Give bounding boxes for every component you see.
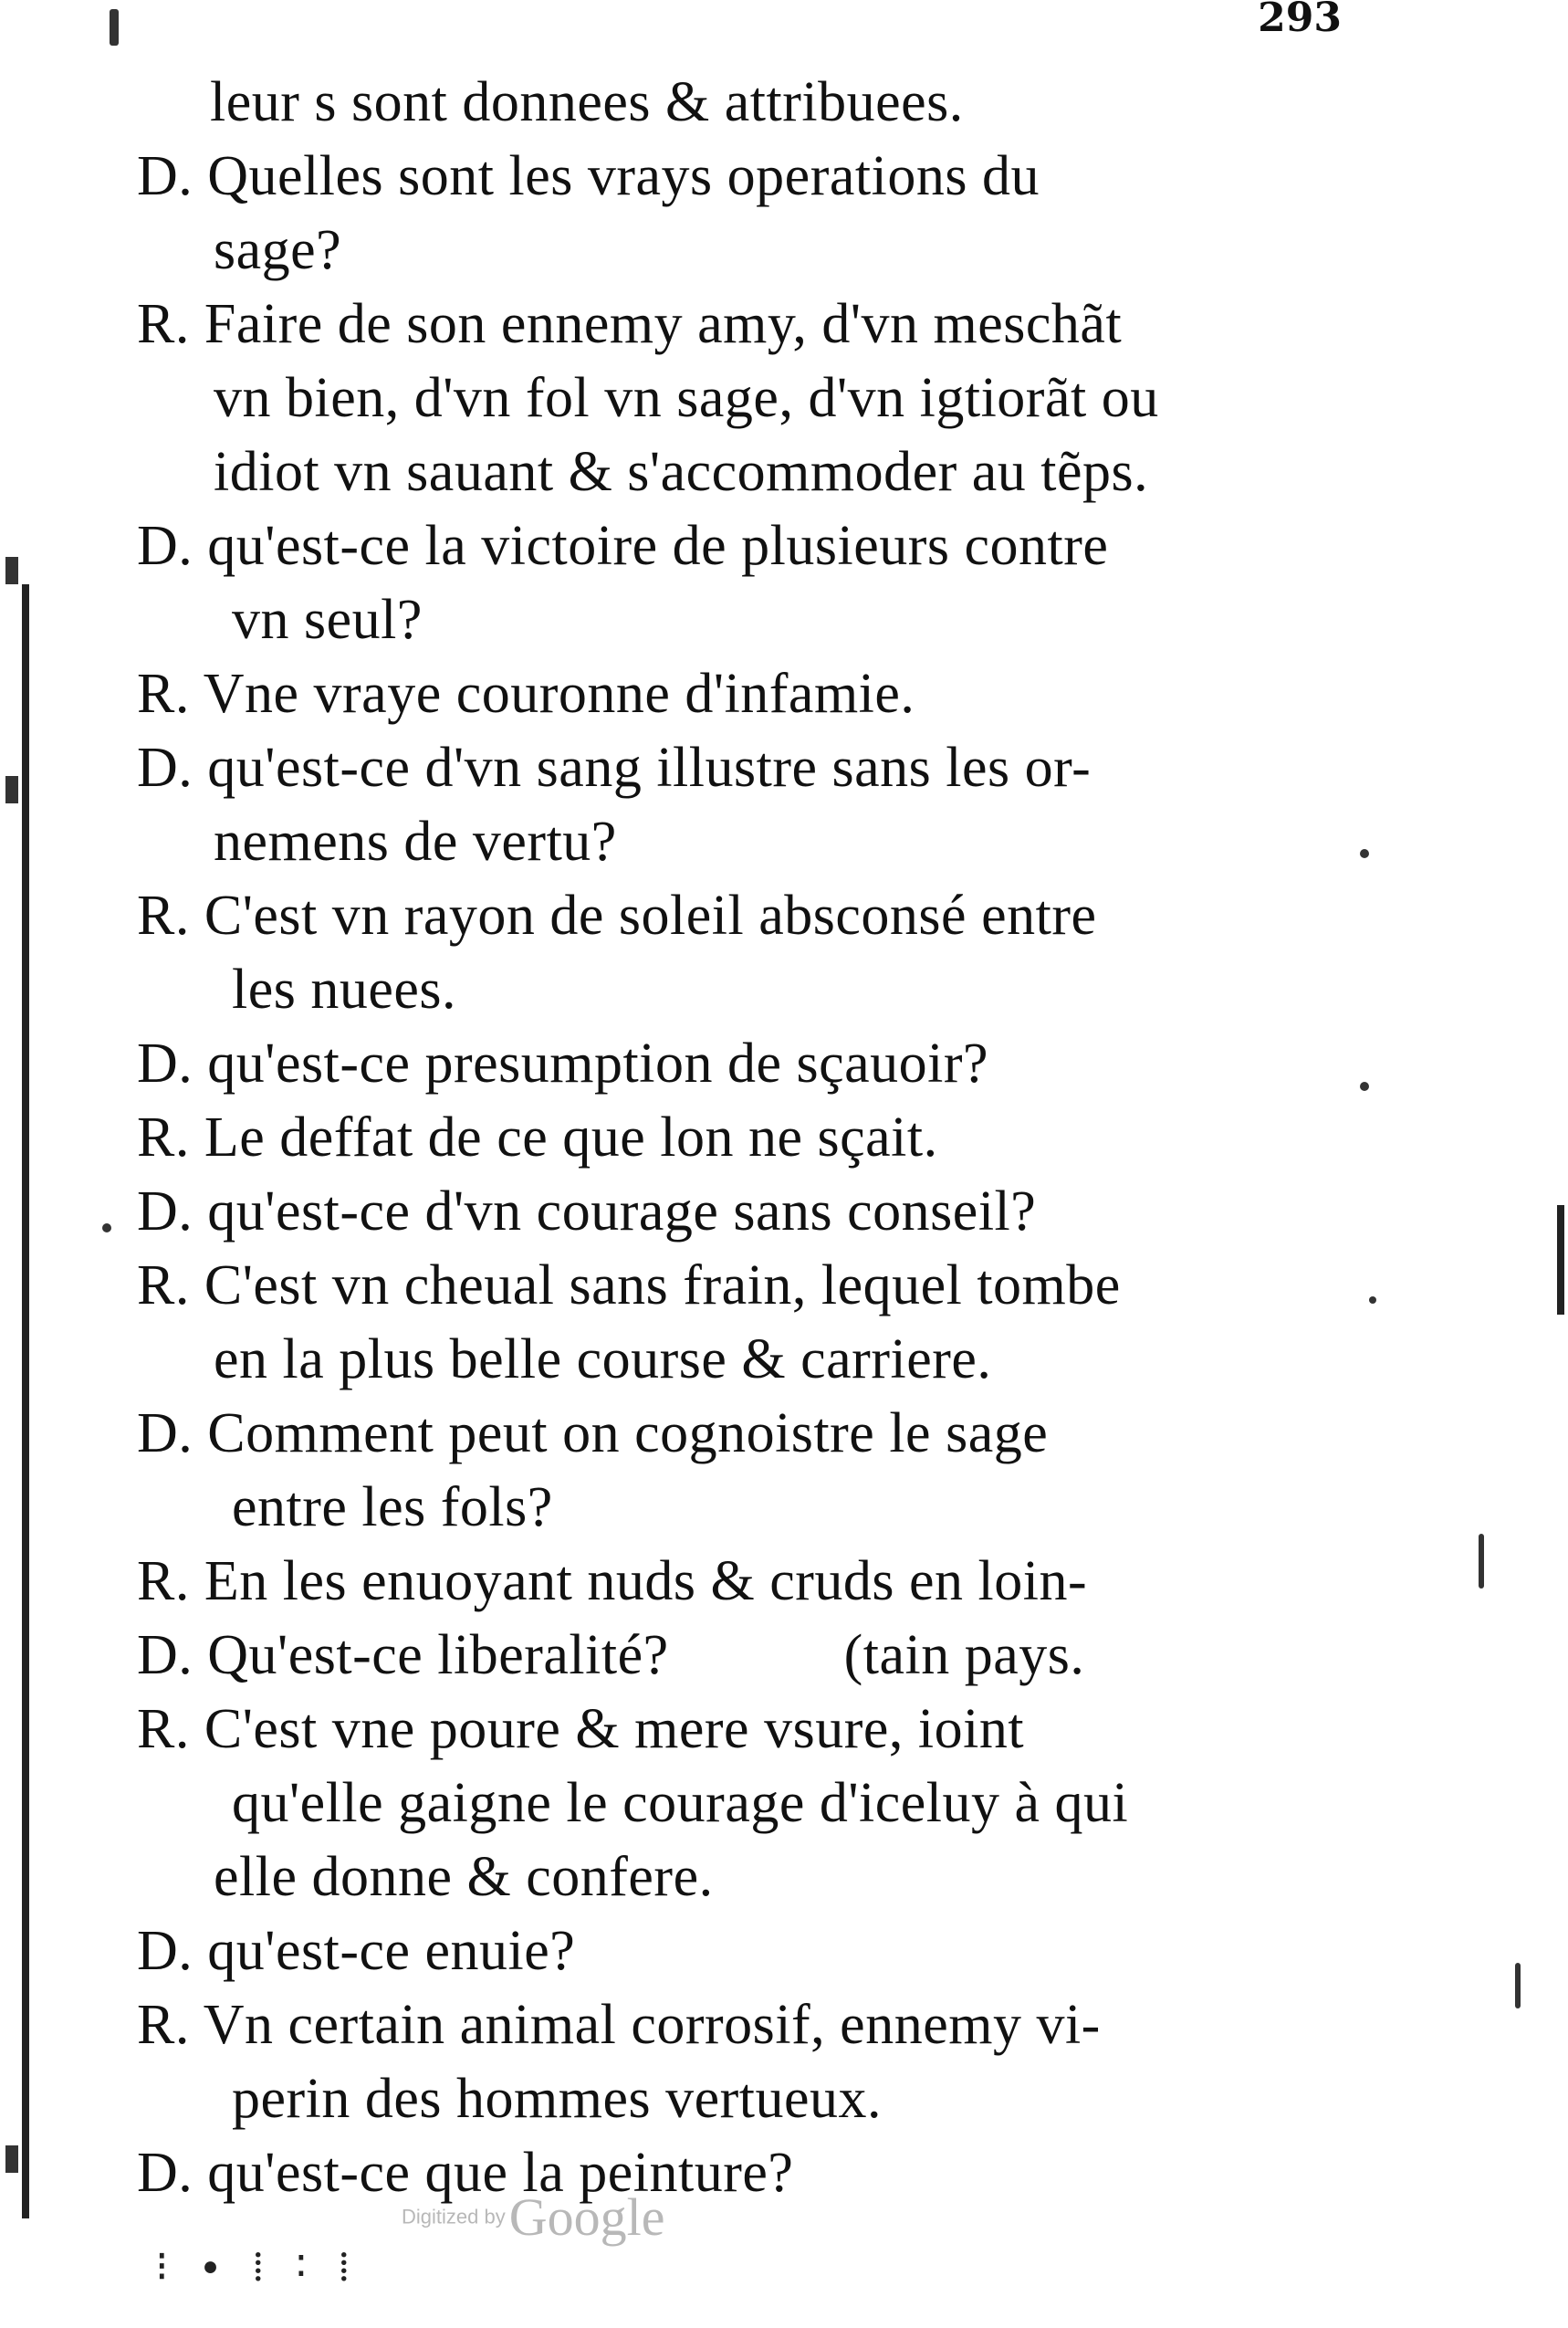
text-line: D. qu'est-ce la victoire de plusieurs contre [137,515,1109,577]
scan-speck [110,9,119,46]
text-line: R. C'est vn cheual sans frain, lequel tombe [137,1254,1121,1316]
text-line: vn bien, d'vn fol vn sage, d'vn igtiorãt ou [214,367,1159,429]
text-line: nemens de vertu? [214,811,617,873]
watermark-brand: Google [508,2187,665,2247]
left-margin-mark [5,776,18,803]
dialogue-text [137,66,1351,2210]
text-line: qu'elle gaigne le courage d'iceluy à qui [232,1772,1129,1834]
text-line: entre les fols? [232,1476,553,1538]
digitized-watermark [402,2186,664,2248]
text-line: elle donne & confere. [214,1846,714,1908]
scan-speck [1360,849,1369,858]
text-line: R. Vn certain animal corrosif, ennemy vi- [137,1994,1101,2056]
bottom-smudge-marks: ⁝ ∙ ⁞ ∶ ⁞ [155,2241,360,2291]
text-line: les nuees. [232,959,457,1021]
text-line: D. Qu'est-ce liberalité? (tain pays. [137,1624,1085,1686]
watermark-digitized-label: Digitized by [402,2205,506,2228]
text-line: D. Quelles sont les vrays operations du [137,145,1040,207]
text-line: R. Vne vraye couronne d'infamie. [137,663,915,725]
text-line: R. C'est vne poure & mere vsure, ioint [137,1698,1025,1760]
text-line: idiot vn sauant & s'accommoder au tẽps. [214,441,1149,503]
scan-speck [102,1223,111,1232]
page-number: 293 [1258,0,1342,41]
scan-speck [1360,1082,1369,1091]
right-margin-scan-edge [1557,1205,1564,1315]
text-line: R. Le deffat de ce que lon ne sçait. [137,1106,938,1169]
text-line: leur s sont donnees & attribuees. [210,71,964,133]
text-line: R. C'est vn rayon de soleil absconsé entre [137,885,1097,947]
scan-speck [1369,1296,1376,1304]
text-line: perin des hommes vertueux. [232,2068,883,2130]
text-line: en la plus belle course & carriere. [214,1328,992,1390]
left-margin-mark [5,557,18,584]
text-line: D. qu'est-ce d'vn courage sans conseil? [137,1180,1037,1243]
left-margin-mark [5,2145,18,2173]
left-margin-scan-edge [22,584,29,2218]
text-line: D. qu'est-ce presumption de sçauoir? [137,1033,989,1095]
text-line: D. Comment peut on cognoistre le sage [137,1402,1049,1464]
scan-speck [1479,1534,1484,1589]
text-line: vn seul? [232,589,423,651]
text-line: R. Faire de son ennemy amy, d'vn meschãt [137,293,1123,355]
scan-speck [1515,1963,1521,2008]
text-line: sage? [214,219,342,281]
text-line: D. qu'est-ce d'vn sang illustre sans les or- [137,737,1092,799]
text-line: D. qu'est-ce que la peinture? [137,2142,794,2204]
text-line: R. En les enuoyant nuds & cruds en loin- [137,1550,1088,1612]
text-line: D. qu'est-ce enuie? [137,1920,576,1982]
